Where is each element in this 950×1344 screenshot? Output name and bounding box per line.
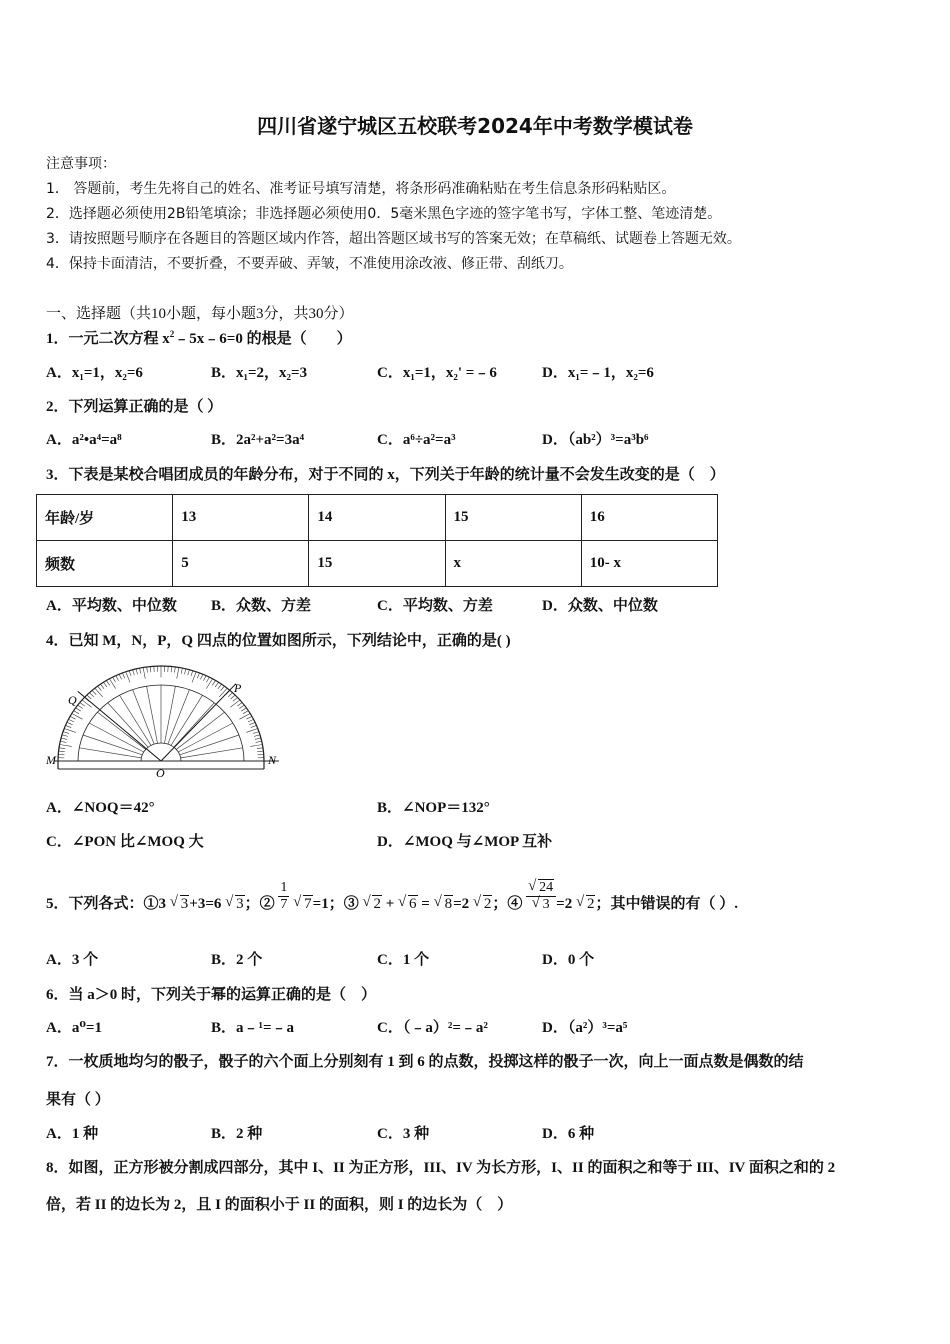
protractor-tick: [143, 667, 145, 678]
protractor-ray: [180, 735, 239, 755]
notice-item: 3．请按照题号顺序在各题目的答题区域内作答，超出答题区域书写的答案无效；在草稿纸、试题卷上答题无效。: [46, 231, 741, 247]
ray-OP: [161, 684, 236, 761]
protractor-tick: [82, 700, 91, 707]
q6-option-b[interactable]: B．a﹣¹=﹣a: [211, 1020, 295, 1036]
table-cell: 13: [173, 495, 309, 541]
protractor-tick: [233, 697, 238, 701]
point-M-label: M: [46, 753, 56, 767]
protractor-tick: [212, 680, 215, 685]
protractor-tick: [230, 700, 239, 707]
q4-option-d[interactable]: D．∠MOQ 与∠MOP 互补: [377, 834, 553, 850]
protractor-tick: [188, 670, 190, 675]
radicand: 24: [539, 880, 554, 895]
protractor-tick: [78, 705, 83, 708]
protractor-tick: [126, 672, 130, 683]
protractor-tick: [203, 676, 206, 681]
protractor-tick: [92, 690, 96, 694]
radicand: 2: [483, 895, 492, 912]
protractor-tick: [60, 741, 66, 742]
protractor-ray: [171, 695, 203, 745]
q7-option-b[interactable]: B．2 种: [211, 1126, 263, 1142]
protractor-tick: [231, 695, 235, 699]
q5-option-c[interactable]: C．1 个: [377, 952, 430, 968]
question-6-stem: 6．当 a＞0 时，下列关于幂的运算正确的是（ ）: [46, 987, 377, 1003]
protractor-tick: [241, 708, 246, 711]
protractor-tick: [256, 741, 262, 742]
question-7-stem-line2: 果有（ ）: [46, 1092, 110, 1108]
protractor-ray: [147, 686, 158, 743]
protractor-tick: [59, 751, 65, 752]
q1-exponent: 2: [169, 329, 175, 339]
protractor-tick: [239, 705, 244, 708]
protractor-tick: [184, 669, 185, 675]
table-row: [37, 541, 718, 587]
protractor-tick: [113, 677, 116, 682]
q5-option-d[interactable]: D．0 个: [542, 952, 595, 968]
numerator: 1: [280, 880, 288, 895]
protractor-tick: [133, 670, 135, 675]
q2-option-b[interactable]: B．2a²+a²=3a⁴: [211, 432, 305, 448]
protractor-tick: [136, 669, 137, 675]
sqrt-expression: [293, 896, 313, 913]
notice-item: 4．保持卡面清洁，不要折叠，不要弄破、弄皱，不准使用涂改液、修正带、刮纸刀。: [46, 256, 573, 272]
notice-item: 1． 答题前，考生先将自己的姓名、准考证号填写清楚，将条形码准确粘贴在考生信息条形码粘贴区。: [46, 181, 676, 197]
protractor-tick: [250, 745, 262, 747]
question-3-stem: 3．下表是某校合唱团成员的年龄分布，对于不同的 x，下列关于年龄的统计量不会发生改变的是（ ）: [46, 467, 725, 483]
question-2-stem: 2．下列运算正确的是（ ）: [46, 399, 223, 415]
q4-option-a[interactable]: A．∠NOQ＝42°: [46, 800, 155, 816]
q5-text: ；其中错误的有（ ）.: [595, 895, 738, 912]
q1-stem-part: ﹣5x﹣6=0 的根是（ ）: [174, 331, 352, 347]
protractor-tick: [95, 688, 103, 697]
radicand: 3: [236, 895, 244, 912]
q6-option-c[interactable]: C．（﹣a）²=﹣a²: [377, 1020, 488, 1036]
protractor-tick: [122, 673, 124, 678]
protractor-tick: [248, 719, 254, 721]
question-1-stem: [46, 327, 352, 348]
notice-heading: 注意事项：: [46, 156, 116, 172]
protractor-tick: [89, 693, 93, 697]
q3-option-b[interactable]: B．众数、方差: [211, 598, 312, 614]
q1-option-b[interactable]: B．x₁=2，x₂=3: [211, 365, 308, 381]
protractor-tick: [228, 693, 232, 697]
radicand: 2: [373, 895, 381, 912]
protractor-tick: [76, 708, 81, 711]
radicand: 7: [304, 895, 312, 912]
section-heading: 一、选择题（共10小题，每小题3分，共30分）: [46, 306, 354, 322]
protractor-tick: [249, 722, 255, 724]
protractor-tick: [60, 745, 72, 747]
q3-option-c[interactable]: C．平均数、方差: [377, 598, 493, 614]
protractor-tick: [181, 668, 182, 674]
radicand: 8: [444, 895, 453, 912]
protractor-tick: [192, 672, 196, 683]
protractor-tick: [191, 671, 193, 676]
protractor-tick: [237, 703, 242, 707]
protractor-ray: [89, 723, 144, 752]
protractor-ray: [168, 690, 190, 745]
radicand: 6: [409, 895, 417, 912]
age-distribution-table: [36, 494, 718, 587]
q1-stem-part: 1．一元二次方程 x: [46, 331, 170, 347]
sqrt-expression: [532, 897, 551, 913]
ray-OQ: [78, 691, 161, 761]
protractor-tick: [68, 719, 74, 721]
sqrt-expression: [398, 896, 418, 913]
question-8-stem-line1: 8．如图，正方形被分割成四部分，其中 I、II 为正方形，III、IV 为长方形，I、II 的面积之和等于 III、IV 面积之和的 2: [46, 1160, 836, 1176]
protractor-figure: [44, 660, 284, 780]
protractor-tick: [100, 684, 104, 689]
sqrt-expression: [362, 896, 382, 913]
protractor-tick: [66, 725, 72, 727]
q5-text: +: [385, 895, 395, 912]
protractor-tick: [147, 667, 148, 673]
protractor-tick: [219, 688, 227, 697]
point-P-label: P: [234, 681, 242, 695]
q7-option-c[interactable]: C．3 种: [377, 1126, 430, 1142]
protractor-tick: [74, 711, 79, 714]
protractor-tick: [103, 682, 106, 687]
numerator: [526, 880, 556, 897]
q1-option-d[interactable]: D．x₁=﹣1，x₂=6: [542, 365, 654, 381]
protractor-tick: [174, 667, 175, 673]
protractor-ray: [120, 695, 152, 745]
q6-option-a[interactable]: A．a⁰=1: [46, 1020, 102, 1036]
q5-text: ；④: [492, 895, 523, 912]
protractor-tick: [257, 751, 263, 752]
protractor-tick: [246, 716, 251, 719]
q3-option-a[interactable]: A．平均数、中位数: [46, 598, 177, 614]
sqrt-expression: [225, 896, 245, 913]
q4-option-b[interactable]: B．∠NOP＝132°: [377, 800, 490, 816]
protractor-ray: [164, 686, 175, 743]
q6-option-d[interactable]: D．（a²）³=a⁵: [542, 1020, 628, 1036]
table-row: [37, 495, 718, 541]
question-5-stem: [46, 880, 738, 921]
protractor-tick: [221, 686, 225, 690]
table-cell: 14: [309, 495, 445, 541]
question-8-stem-line2: 倍，若 II 的边长为 2，且 I 的面积小于 II 的面积，则 I 的边长为（ ）: [46, 1197, 513, 1213]
point-Q-label: Q: [68, 693, 77, 707]
q5-text: +3=6: [189, 895, 222, 912]
table-cell: x: [445, 541, 581, 587]
protractor-tick: [64, 729, 76, 733]
q2-option-a[interactable]: A．a²•a⁴=a⁸: [46, 432, 122, 448]
q4-option-c[interactable]: C．∠PON 比∠MOQ 大: [46, 834, 204, 850]
q2-option-d[interactable]: D．（ab²）³=a³b⁶: [542, 432, 649, 448]
radicand: 3: [542, 897, 550, 912]
q5-text: ；②: [244, 895, 275, 912]
fraction: [278, 880, 289, 913]
table-cell: 15: [309, 541, 445, 587]
q5-text: =1；③: [312, 895, 359, 912]
sqrt-expression: [473, 896, 493, 913]
protractor-tick: [87, 695, 91, 699]
q5-text: =2: [453, 895, 470, 912]
sqrt-expression: [170, 896, 190, 913]
protractor-tick: [119, 674, 122, 679]
protractor-tick: [70, 716, 75, 719]
q7-option-a[interactable]: A．1 种: [46, 1126, 99, 1142]
point-N-label: N: [268, 753, 277, 767]
sqrt-expression: [528, 880, 554, 896]
q5-option-b[interactable]: B．2 个: [211, 952, 263, 968]
protractor-tick: [61, 738, 67, 739]
q5-text: =2: [556, 895, 573, 912]
protractor-tick: [206, 677, 209, 682]
table-cell: 频数: [37, 541, 173, 587]
q7-option-d[interactable]: D．6 种: [542, 1126, 595, 1142]
protractor-tick: [255, 738, 261, 739]
protractor-tick: [197, 673, 199, 678]
protractor-tick: [215, 682, 218, 687]
protractor-ray: [181, 748, 243, 758]
protractor-tick: [140, 668, 141, 674]
protractor-tick: [177, 667, 179, 678]
question-7-stem-line1: 7．一枚质地均匀的骰子，骰子的六个面上分别刻有 1 到 6 的点数，投掷这样的骰子一次，向上一面点数是偶数的结: [46, 1054, 804, 1070]
protractor-tick: [253, 732, 259, 734]
protractor-tick: [129, 671, 131, 676]
protractor-ray: [79, 748, 141, 758]
q1-option-a[interactable]: A．x₁=1，x₂=6: [46, 365, 143, 381]
protractor-tick: [106, 680, 109, 685]
table-cell: 年龄/岁: [37, 495, 173, 541]
protractor-tick: [63, 732, 69, 734]
table-cell: 16: [581, 495, 717, 541]
q1-option-c[interactable]: C．x₁=1，x₂' =﹣6: [377, 365, 497, 381]
table-cell: 5: [173, 541, 309, 587]
protractor-tick: [243, 711, 248, 714]
protractor-tick: [59, 748, 65, 749]
denominator: [526, 897, 556, 913]
notice-item: 2．选择题必须使用2B铅笔填涂；非选择题必须使用0．5毫米黑色字迹的签字笔书写，字体工整、笔迹清楚。: [46, 206, 722, 222]
protractor-tick: [171, 667, 172, 673]
protractor-tick: [257, 748, 263, 749]
protractor-tick: [254, 735, 260, 737]
radicand: 2: [586, 895, 595, 912]
denominator: 7: [280, 897, 288, 912]
protractor-tick: [67, 722, 73, 724]
protractor-ray: [133, 690, 155, 745]
q3-option-d[interactable]: D．众数、中位数: [542, 598, 658, 614]
table-cell: 10- x: [581, 541, 717, 587]
q5-option-a[interactable]: A．3 个: [46, 952, 99, 968]
protractor-tick: [218, 684, 222, 689]
protractor-tick: [98, 686, 102, 690]
table-cell: 15: [445, 495, 581, 541]
protractor-ray: [178, 723, 233, 752]
q5-text: =: [421, 895, 430, 912]
sqrt-expression: [576, 896, 596, 913]
point-O-label: O: [156, 766, 165, 780]
protractor-tick: [200, 674, 203, 679]
q2-option-c[interactable]: C．a⁶÷a²=a³: [377, 432, 456, 448]
fraction: [526, 880, 556, 913]
q5-text: 5．下列各式：①3: [46, 895, 167, 912]
question-4-stem: 4．已知 M，N，P，Q 四点的位置如图所示，下列结论中，正确的是( ): [46, 633, 511, 649]
sqrt-expression: [434, 896, 454, 913]
protractor-tick: [80, 703, 85, 707]
protractor-tick: [62, 735, 68, 737]
radicand: 3: [180, 895, 189, 912]
protractor-tick: [246, 729, 258, 733]
protractor-tick: [116, 676, 119, 681]
page-title: 四川省遂宁城区五校联考2024年中考数学模试卷: [257, 114, 693, 138]
protractor-tick: [150, 667, 151, 673]
protractor-tick: [251, 725, 257, 727]
